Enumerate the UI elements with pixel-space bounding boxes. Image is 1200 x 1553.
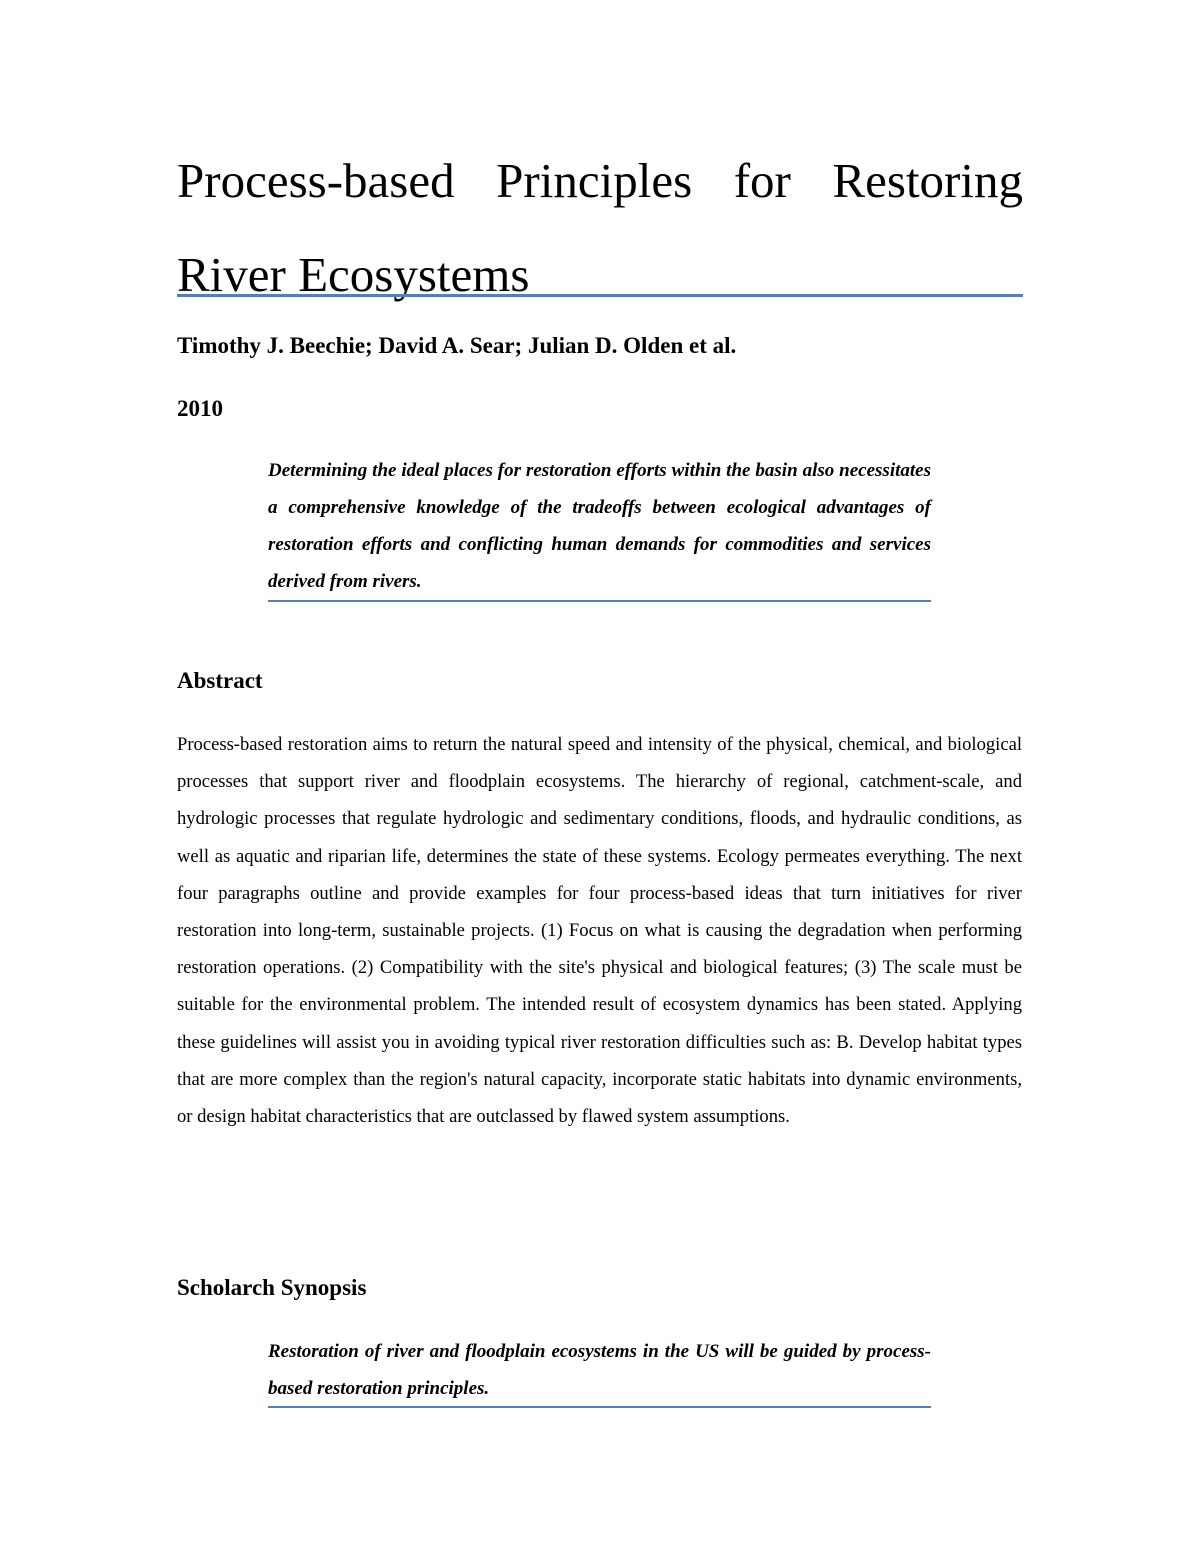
document-title: Process-based Principles for Restoring River Ecosystems [177, 153, 1023, 302]
abstract-heading: Abstract [177, 668, 263, 693]
synopsis-heading: Scholarch Synopsis [177, 1275, 367, 1300]
title-divider [177, 294, 1023, 297]
synopsis-quote-divider [268, 1406, 931, 1408]
synopsis-quote: Restoration of river and floodplain ecosystems in the US will be guided by process-based restoration principles. [268, 1341, 931, 1399]
pull-quote-divider [268, 600, 931, 602]
publication-year: 2010 [177, 396, 223, 421]
pull-quote: Determining the ideal places for restoration efforts within the basin also necessitates a comprehensive knowledge of the tradeoffs between ecological advantages of restoration efforts and conflicting human demands for commodities and services derived from rivers. [268, 460, 931, 592]
author-list: Timothy J. Beechie; David A. Sear; Julian D. Olden et al. [177, 333, 737, 358]
abstract-body: Process-based restoration aims to return the natural speed and intensity of the physical, chemical, and biological processes that support river and floodplain ecosystems. The hierarchy of regional, catchment-scale, and hydrologic processes that regulate hydrologic and sedimentary conditions, floods, and hydraulic conditions, as well as aquatic and riparian life, determines the state of these systems. Ecology permeates everything. The next four paragraphs outline and provide examples for four process-based ideas that turn initiatives for river restoration into long-term, sustainable projects. (1) Focus on what is causing the degradation when performing restoration operations. (2) Compatibility with the site's physical and biological features; (3) The scale must be suitable for the environmental problem. The intended result of ecosystem dynamics has been stated. Applying these guidelines will assist you in avoiding typical river restoration difficulties such as: B. Develop habitat types that are more complex than the region's natural capacity, incorporate static habitats into dynamic environments, or design habitat characteristics that are outclassed by flawed system assumptions. [177, 734, 1022, 1128]
